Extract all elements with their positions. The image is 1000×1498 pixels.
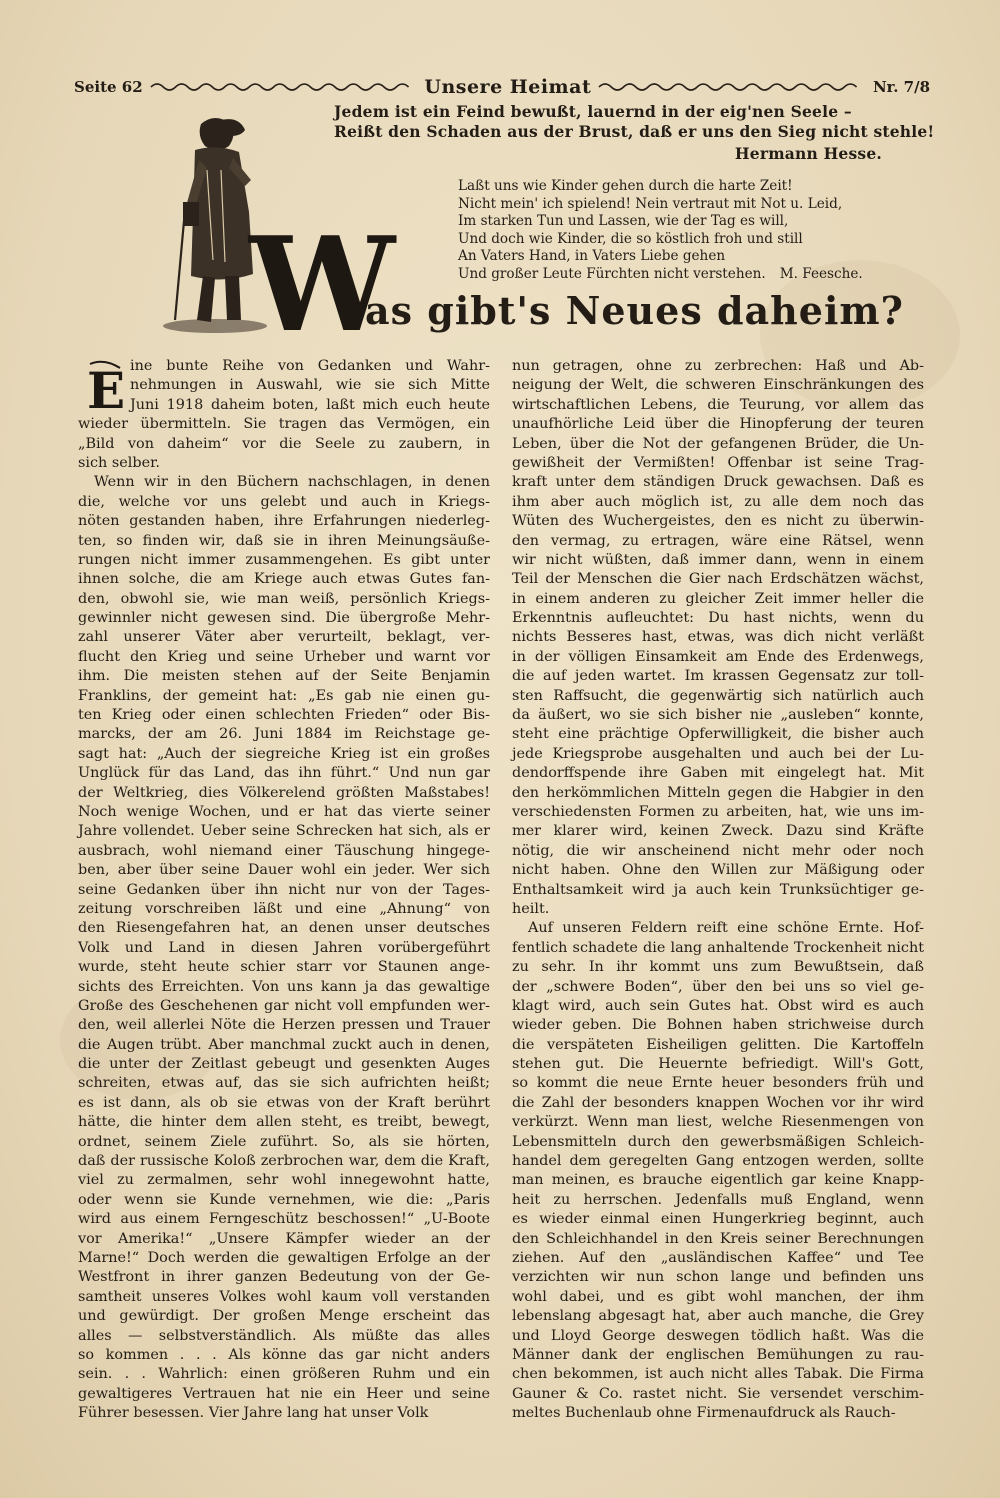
article-line: ten Krieg oder einen schlechten Frieden“ oder Bis- (78, 707, 490, 724)
article-line: gewaltigeres Vertrauen hat nie ein Heer und seine (78, 1385, 490, 1402)
headline-initial-letter: W (249, 208, 395, 361)
article-line: zu sehr. In ihr kommt uns zum Bewußtsein, daß (512, 959, 924, 976)
article-line: ihm. Die meisten stehen auf der Seite Benjamin (78, 668, 490, 685)
article-line: „Bild von daheim“ vor die Seele zu zaubern, in (78, 435, 490, 452)
article-line: Erkenntnis aufleuchtet: Du hast nichts, wenn du (512, 610, 924, 627)
article-line: rungen nicht immer zusammengehen. Es gibt unter (78, 551, 490, 568)
article-line: zahl unserer Väter aber verurteilt, beklagt, ver- (78, 629, 490, 646)
article-line: Franklins, der gemeint hat: „Es gab nie einen gu- (78, 687, 490, 704)
poem-line: Und doch wie Kinder, die so köstlich froh und still (458, 230, 803, 247)
article-line: alles — selbstverständlich. Als müßte das alles (78, 1327, 490, 1344)
article-line: die auf jeden wartet. Im krassen Gegensatz zur toll- (512, 668, 924, 685)
poem-line: Und großer Leute Fürchten nicht verstehen. (458, 265, 766, 282)
article-line: jede Kriegsprobe ausgehalten und auch bei der Lu- (512, 745, 924, 762)
article-line: nöten gestanden haben, ihre Erfahrungen niederleg- (78, 513, 490, 530)
article-line: verschiedensten Formen zu arbeiten, hat, wie uns im- (512, 803, 924, 820)
article-line: und gewürdigt. Der großen Menge erscheint das (78, 1308, 490, 1325)
article-line: ordnet, seinem Ziele zuführt. So, als sie hörten, (78, 1133, 490, 1150)
article-line: Führer besessen. Vier Jahre lang hat unser Volk (78, 1405, 429, 1422)
article-line: stehen gut. Die Heuernte befriedigt. Will's Gott, (512, 1056, 924, 1073)
article-line: chen bekommen, ist auch nicht alles Tabak. Die Firma (512, 1366, 924, 1383)
article-line: den herkömmlichen Mitteln gegen die Habgier in den (512, 784, 924, 801)
article-line: den, weil allerlei Nöte die Herzen pressen und Trauer (78, 1017, 490, 1034)
article-line: so kommt die neue Ernte heuer besonders früh und (512, 1075, 924, 1092)
article-line: Jahre vollendet. Ueber seine Schrecken hat sich, als er (78, 823, 490, 840)
article-line: steht eine prächtige Opferwilligkeit, die bisher auch (512, 726, 924, 743)
article-line: nun getragen, ohne zu zerbrechen: Haß und Ab- (512, 358, 924, 374)
motto-quote (334, 102, 935, 164)
article-column-right (512, 357, 924, 1423)
article-line: und Lloyd George deswegen tödlich haßt. Was die (512, 1327, 924, 1344)
article-line: den, obwohl sie, wie man weiß, persönlich Kriegs- (78, 590, 490, 607)
article-line: ihm aber auch möglich ist, zu alle dem noch das (512, 493, 924, 510)
poem-line: Laßt uns wie Kinder gehen durch die harte Zeit! (458, 178, 793, 194)
article-line: den vermag, zu ertragen, wäre eine Rätsel, wenn (512, 532, 924, 549)
article-line: nicht haben. Ohne den Willen zur Mäßigung oder (512, 862, 924, 879)
article-line: Westfront in ihrer ganzen Bedeutung von der Ge- (78, 1269, 490, 1286)
article-line: Enthaltsamkeit wird ja auch kein Trunksüchtiger ge- (512, 881, 924, 898)
article-line: gewinnler nicht gewesen sind. Die übergroße Mehr- (78, 610, 490, 627)
article-line: Noch wenige Wochen, und er hat das vierte seiner (78, 803, 490, 820)
article-line: ausbrach, wohl niemand einer Täuschung hingege- (78, 842, 490, 859)
newspaper-title: Unsere Heimat (424, 76, 592, 98)
article-line: Gauner & Co. rastet nicht. Sie versendet verschim- (512, 1385, 924, 1402)
article-line: in der völligen Einsamkeit am Ende des Erdenwegs, (512, 648, 924, 665)
article-line: Volk und Land in diesen Jahren vorübergeführt (78, 939, 490, 956)
article-line: den Riesengefahren hat, an denen unser deutsches (78, 920, 490, 937)
article-line: heilt. (512, 900, 550, 917)
article-line: Juni 1918 daheim boten, laßt mich euch heute (130, 396, 490, 413)
article-line: unaufhörliche Leid über die Hinopferung der teuren (512, 416, 924, 433)
article-line: samtheit unseres Volkes wohl kaum voll verstanden (78, 1288, 490, 1305)
article-line: wurde, steht heute schier starr vor Staunen ange- (78, 959, 490, 976)
article-line: heit zu herrschen. Jedenfalls muß England, wenn (512, 1191, 924, 1208)
article-line: nehmungen in Auswahl, wie sie sich Mitte (130, 377, 490, 394)
article-column-left (78, 357, 490, 1423)
article-line: es ist dann, als ob sie etwas von der Kraft berührt (78, 1094, 490, 1111)
article-line: der „schwere Boden“, über den bei uns so viel ge- (512, 978, 924, 995)
article-line: Wenn wir in den Büchern nachschlagen, in denen (94, 474, 490, 491)
article-line: mer klarer wird, keinen Zweck. Dazu sind Kräfte (512, 823, 924, 840)
article-line: sich selber. (78, 454, 160, 471)
article-line: zeitung vorschreiben läßt und eine „Ahnung“ von (78, 900, 490, 917)
article-line: den Schleichhandel in den Kreis seiner Berechnungen (512, 1230, 924, 1247)
article-line: wirtschaftlichen Lebens, die Teurung, vor allem das (512, 396, 924, 413)
article-line: die, welche vor uns gelebt und auch in Kriegs- (78, 493, 490, 510)
ornament-right (599, 81, 865, 93)
article-line: Unglück für das Land, das ihn führt.“ Und nun gar (78, 765, 490, 782)
article-line: Männer dank der englischen Bemühungen zu rau- (512, 1346, 924, 1363)
article-line: Wüten des Wuchergeistes, den es nicht zu überwin- (512, 513, 924, 530)
article-line: wieder übermitteln. Sie tragen das Vermögen, ein (78, 416, 490, 433)
article-line: Auf unseren Feldern reift eine schöne Ernte. Hof- (528, 920, 924, 937)
article-line: wieder geben. Die Bohnen haben strichweise durch (512, 1017, 924, 1034)
page-header (74, 74, 930, 100)
article-line: hätte, die hinter dem allen steht, es treibt, bewegt, (78, 1114, 490, 1131)
article-line: wir nicht wüßten, daß immer dann, wenn in einem (512, 551, 924, 568)
article-line: flucht den Krieg und seine Urheber und warnt vor (78, 648, 490, 665)
article-line: so kommen . . . Als könne das gar nicht anders (78, 1346, 490, 1363)
article-line: Marne!“ Doch werden die gewaltigen Erfolge an der (78, 1249, 490, 1266)
drop-initial-letter: E (86, 361, 126, 420)
article-line: ben, aber über seine Dauer wohl ein jeder. Wer sich (78, 862, 490, 879)
article-line: neigung der Welt, die schweren Einschränkungen des (512, 377, 924, 394)
article-line: ine bunte Reihe von Gedanken und Wahr- (130, 358, 490, 374)
poem-line: Im starken Tun und Lassen, wie der Tag es will, (458, 213, 789, 230)
article-line: die unter der Zeitlast gebeugt und gesenkten Auges (78, 1056, 490, 1073)
article-line: man meinen, es brauche eigentlich gar keine Knapp- (512, 1172, 924, 1189)
article-line: verzichten wir nun schon lange und befinden uns (512, 1269, 924, 1286)
article-line: klagt wird, auch sein Gutes hat. Obst wird es auch (512, 997, 924, 1014)
motto-author: Hermann Hesse. (734, 144, 882, 163)
article-line: die Augen trübt. Aber manchmal zuckt auch in denen, (78, 1036, 490, 1053)
article-line: Teil der Menschen die Gier nach Erdschätzen wächst, (512, 571, 924, 588)
article-line: Große des Geschehenen gar nicht voll empfunden wer- (78, 997, 490, 1014)
article-line: wohl dabei, und es gibt wohl manchen, der ihm (512, 1288, 924, 1305)
article-line: oder wenn sie Kunde vernehmen, wie die: „Paris (78, 1191, 490, 1208)
article-line: daß der russische Koloß zerbrochen war, dem die Kraft, (78, 1153, 490, 1170)
article-line: da äußert, wo sie sich bisher nie „ausleben“ konnte, (512, 707, 924, 724)
headline: as gibt's Neues daheim? (365, 288, 904, 333)
poem-line: Nicht mein' ich spielend! Nein vertraut mit Not u. Leid, (458, 195, 843, 212)
article-line: schreiten, etwas auf, das sie sich aufrichten heißt; (78, 1075, 490, 1092)
article-line: wird aus einem Ferngeschütz beschossen!“ „U-Boote (78, 1211, 490, 1228)
article-line: lebenslang abgesagt hat, aber auch manche, die Grey (512, 1308, 924, 1325)
article-line: dendorffspende ihre Gaben mit eingelegt hat. Mit (512, 765, 924, 782)
article-line: ten, so finden wir, daß sie in ihren Meinungsäuße- (78, 532, 490, 549)
article-line: die verspäteten Eisheiligen gelitten. Die Kartoffeln (512, 1036, 924, 1053)
poem-line: An Vaters Hand, in Vaters Liebe gehen (458, 248, 726, 265)
ornament-left (151, 81, 417, 93)
article-line: nötig, die wir anscheinend nicht mehr oder noch (512, 842, 924, 859)
motto-line: Jedem ist ein Feind bewußt, lauernd in der eig'nen Seele – (334, 102, 852, 121)
article-line: meltes Buchenlaub ohne Firmenaufdruck als Rauch- (512, 1405, 896, 1422)
article-line: sichts des Erreichten. Von uns kann ja das gewaltige (78, 978, 490, 995)
article-line: gewißheit der Vermißten! Offenbar ist seine Trag- (512, 454, 924, 471)
article-line: nichts Besseres hast, etwas, was dich nicht verläßt (512, 629, 924, 646)
article-line: handel dem geregelten Gang entzogen werden, sollte (512, 1153, 924, 1170)
article-line: ihnen solche, die am Kriege auch etwas Gutes fan- (78, 571, 490, 588)
article-line: fentlich schadete die lang anhaltende Trockenheit nicht (512, 939, 924, 956)
article-line: viel zu zermalmen, sehr wohl innegewohnt hatte, (78, 1172, 490, 1189)
article-line: es wieder einmal einen Hungerkrieg beginnt, auch (512, 1211, 924, 1228)
article-line: der Weltkrieg, dies Völkerelend größten Maßstabes! (78, 784, 490, 801)
headline-initial (249, 208, 395, 361)
poem (458, 178, 878, 284)
page-number: Seite 62 (74, 78, 143, 96)
poem-author: M. Feesche. (779, 265, 863, 282)
article-line: vor Amerika!“ „Unsere Kämpfer wieder an der (78, 1230, 490, 1247)
article-line: sten Raffsucht, die gegenwärtig sich natürlich auch (512, 687, 924, 704)
article-line: Lebensmitteln durch den gewerbsmäßigen Schleich- (512, 1133, 924, 1150)
motto-line: Reißt den Schaden aus der Brust, daß er uns den Sieg nicht stehle! (334, 122, 935, 141)
article-line: sagt hat: „Auch der siegreiche Krieg ist ein großes (78, 745, 490, 762)
article-line: verkürzt. Wenn man liest, welche Riesenmengen von (512, 1114, 924, 1131)
article-line: Leben, über die Not der gefangenen Brüder, die Un- (512, 435, 924, 452)
article-line: die Zahl der besonders knappen Wochen vor ihr wird (512, 1094, 924, 1111)
article-line: marcks, der am 26. Juni 1884 im Reichstage ge- (78, 726, 490, 743)
article-line: sein. . . Wahrlich: einen größeren Ruhm und ein (78, 1366, 490, 1383)
article-line: seine Gedanken über ihn nicht nur von der Tages- (78, 881, 490, 898)
article-line: in einem anderen zu gleicher Zeit immer heller die (512, 590, 924, 607)
article-line: ziehen. Auf den „ausländischen Kaffee“ und Tee (512, 1249, 924, 1266)
article-line: kraft unter dem ständigen Druck gewachsen. Daß es (512, 474, 924, 491)
issue-number: Nr. 7/8 (872, 78, 931, 96)
